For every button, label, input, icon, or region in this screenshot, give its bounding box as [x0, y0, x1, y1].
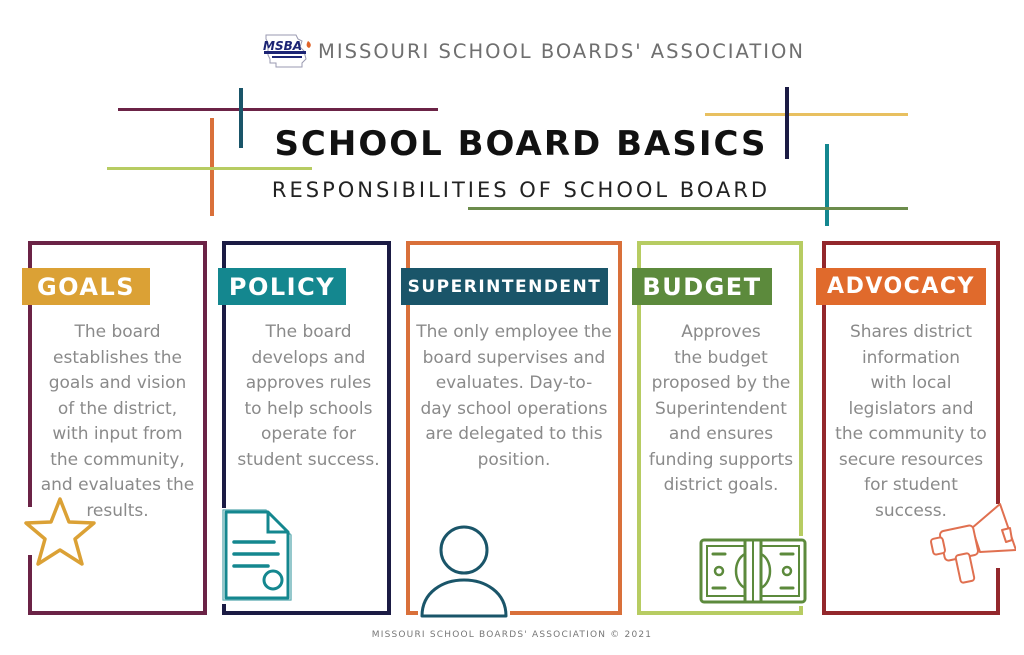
page-subtitle: RESPONSIBILITIES OF SCHOOL BOARD — [271, 178, 771, 202]
card-advocacy-label: ADVOCACY — [816, 268, 986, 305]
document-icon — [218, 508, 294, 604]
card-superintendent-text: The only employee the board supervises and evaluates. Day-to- day school operations are delegated to this position. — [416, 322, 612, 470]
person-icon — [418, 524, 510, 618]
decorative-line-lime — [107, 167, 312, 170]
card-goals-text: The board establishes the goals and vision of the district, with input from the community, and evaluates the results. — [40, 322, 195, 521]
decorative-line-yellow — [705, 113, 908, 116]
card-policy-label: POLICY — [218, 268, 346, 305]
svg-text:MSBA: MSBA — [263, 39, 303, 53]
card-superintendent-label: SUPERINTENDENT — [401, 268, 608, 305]
card-advocacy-text: Shares district information with local legislators and the community to secure resources for student success. — [835, 322, 987, 521]
money-icon — [697, 536, 809, 606]
card-goals-label: GOALS — [22, 268, 150, 305]
card-budget-label: BUDGET — [632, 268, 772, 305]
star-icon — [20, 495, 100, 569]
msba-logo — [262, 33, 314, 69]
megaphone-icon — [928, 498, 1016, 588]
card-budget-text: Approves the budget proposed by the Superintendent and ensures funding supports district goals. — [648, 322, 794, 495]
decorative-line-plum — [118, 108, 438, 111]
brand-header — [262, 33, 805, 69]
footer-copyright: MISSOURI SCHOOL BOARDS' ASSOCIATION © 2021 — [371, 630, 653, 640]
card-policy-text: The board develops and approves rules to help schools operate for student success. — [237, 322, 380, 470]
org-name: MISSOURI SCHOOL BOARDS' ASSOCIATION — [318, 39, 805, 63]
page-title: SCHOOL BOARD BASICS — [274, 124, 768, 164]
decorative-line-olive — [468, 207, 908, 210]
